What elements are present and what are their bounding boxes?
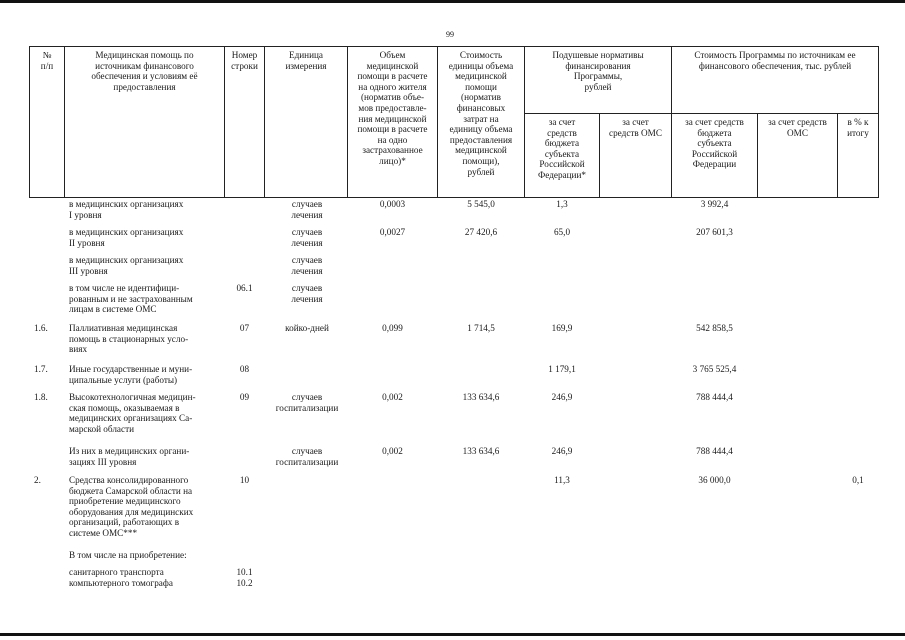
row-unit: койко-дней xyxy=(285,323,329,333)
row-volume: 0,099 xyxy=(382,323,403,333)
row-percap-budget: 1 179,1 xyxy=(548,364,576,374)
row-number: 06.1 xyxy=(236,283,253,293)
row-description: в медицинских организациях I уровня xyxy=(69,199,184,220)
row-unit: случаев лечения xyxy=(291,227,323,248)
row-section-number: 2. xyxy=(34,475,41,485)
row-volume: 0,0027 xyxy=(379,227,406,237)
row-unit: случаев лечения xyxy=(291,283,323,304)
row-total-budget: 36 000,0 xyxy=(698,475,731,485)
row-unit: случаев госпитализации xyxy=(275,446,339,467)
row-unit: случаев госпитализации xyxy=(275,392,339,413)
row-description: Из них в медицинских органи- зациях III уровня xyxy=(69,446,190,467)
row-description: в том числе не идентифици- рованным и не застрахованным лицам в системе ОМС xyxy=(69,283,193,315)
row-number: 10.2 xyxy=(236,578,253,588)
row-cost: 1 714,5 xyxy=(467,323,495,333)
header-col-percap: Подушевые нормативы финансирования Программы, рублей xyxy=(552,50,644,92)
row-description: Средства консолидированного бюджета Самарской области на приобретение медицинского оборудования для медицинских организаций, работающих в системе ОМС*** xyxy=(69,475,194,538)
row-percap-budget: 246,9 xyxy=(551,392,573,402)
header-col-percap-budget: за счет средств бюджета субъекта Российской Федерации* xyxy=(538,117,586,180)
row-total-budget: 3 992,4 xyxy=(700,199,729,209)
header-col-total-budget: за счет средств бюджета субъекта Российской Федерации xyxy=(685,117,744,170)
row-description: санитарного транспорта xyxy=(69,567,164,577)
header-col-help: Медицинская помощь по источникам финансового обеспечения и условиям её предоставления xyxy=(91,50,198,92)
row-section-number: 1.6. xyxy=(34,323,48,333)
row-description: Иные государственные и муни- ципальные услуги (работы) xyxy=(69,364,193,385)
row-percap-budget: 246,9 xyxy=(551,446,573,456)
row-section-number: 1.7. xyxy=(34,364,48,374)
row-description: Высокотехнологичная медицин- ская помощь, оказываемая в медицинских организациях Са- марской области xyxy=(69,392,196,434)
row-number: 08 xyxy=(239,364,250,374)
row-volume: 0,002 xyxy=(382,392,403,402)
row-cost: 27 420,6 xyxy=(464,227,498,237)
header-col-total-oms: за счет средств ОМС xyxy=(768,117,827,138)
header-col-volume: Объем медицинской помощи в расчете на одного жителя (норматив объе- мов предоставле- ния медицинской помощи в расчете на одно застрахованное лицо)* xyxy=(357,50,428,166)
row-volume: 0,0003 xyxy=(379,199,406,209)
header-col-total: Стоимость Программы по источникам ее финансового обеспечения, тыс. рублей xyxy=(694,50,856,71)
row-number: 10.1 xyxy=(236,567,253,577)
row-number: 10 xyxy=(239,475,250,485)
header-col-total-pct: в % к итогу xyxy=(847,117,869,138)
header-col-number: № п/п xyxy=(40,50,54,71)
row-description: в медицинских организациях II уровня xyxy=(69,227,184,248)
row-description: Паллиативная медицинская помощь в стационарных усло- виях xyxy=(69,323,189,355)
row-number: 09 xyxy=(239,392,250,402)
row-cost: 133 634,6 xyxy=(462,446,500,456)
row-unit: случаев лечения xyxy=(291,255,323,276)
row-section-number: 1.8. xyxy=(34,392,48,402)
header-col-cost: Стоимость единицы объема медицинской помощи (норматив финансовых затрат на единицу объема предоставления медицинской помощи), рублей xyxy=(448,50,514,177)
row-total-budget: 788 444,4 xyxy=(696,446,733,456)
row-percap-budget: 65,0 xyxy=(553,227,571,237)
row-total-budget: 542 858,5 xyxy=(696,323,733,333)
row-percap-budget: 1,3 xyxy=(556,199,568,209)
row-number: 07 xyxy=(239,323,250,333)
row-total-pct: 0,1 xyxy=(852,475,864,485)
row-description: В том числе на приобретение: xyxy=(69,550,187,560)
row-unit: случаев лечения xyxy=(291,199,323,220)
header-col-row: Номер строки xyxy=(231,50,258,71)
row-description: компьютерного томографа xyxy=(69,578,173,588)
page-number: 99 xyxy=(446,30,454,39)
row-percap-budget: 169,9 xyxy=(551,323,573,333)
row-cost: 5 545,0 xyxy=(467,199,495,209)
row-volume: 0,002 xyxy=(382,446,403,456)
row-cost: 133 634,6 xyxy=(462,392,500,402)
row-total-budget: 3 765 525,4 xyxy=(692,364,737,374)
row-description: в медицинских организациях III уровня xyxy=(69,255,184,276)
header-col-unit: Единица измерения xyxy=(285,50,327,71)
row-total-budget: 207 601,3 xyxy=(696,227,733,237)
row-percap-budget: 11,3 xyxy=(554,475,570,485)
header-col-percap-oms: за счет средств ОМС xyxy=(609,117,662,138)
row-total-budget: 788 444,4 xyxy=(696,392,733,402)
